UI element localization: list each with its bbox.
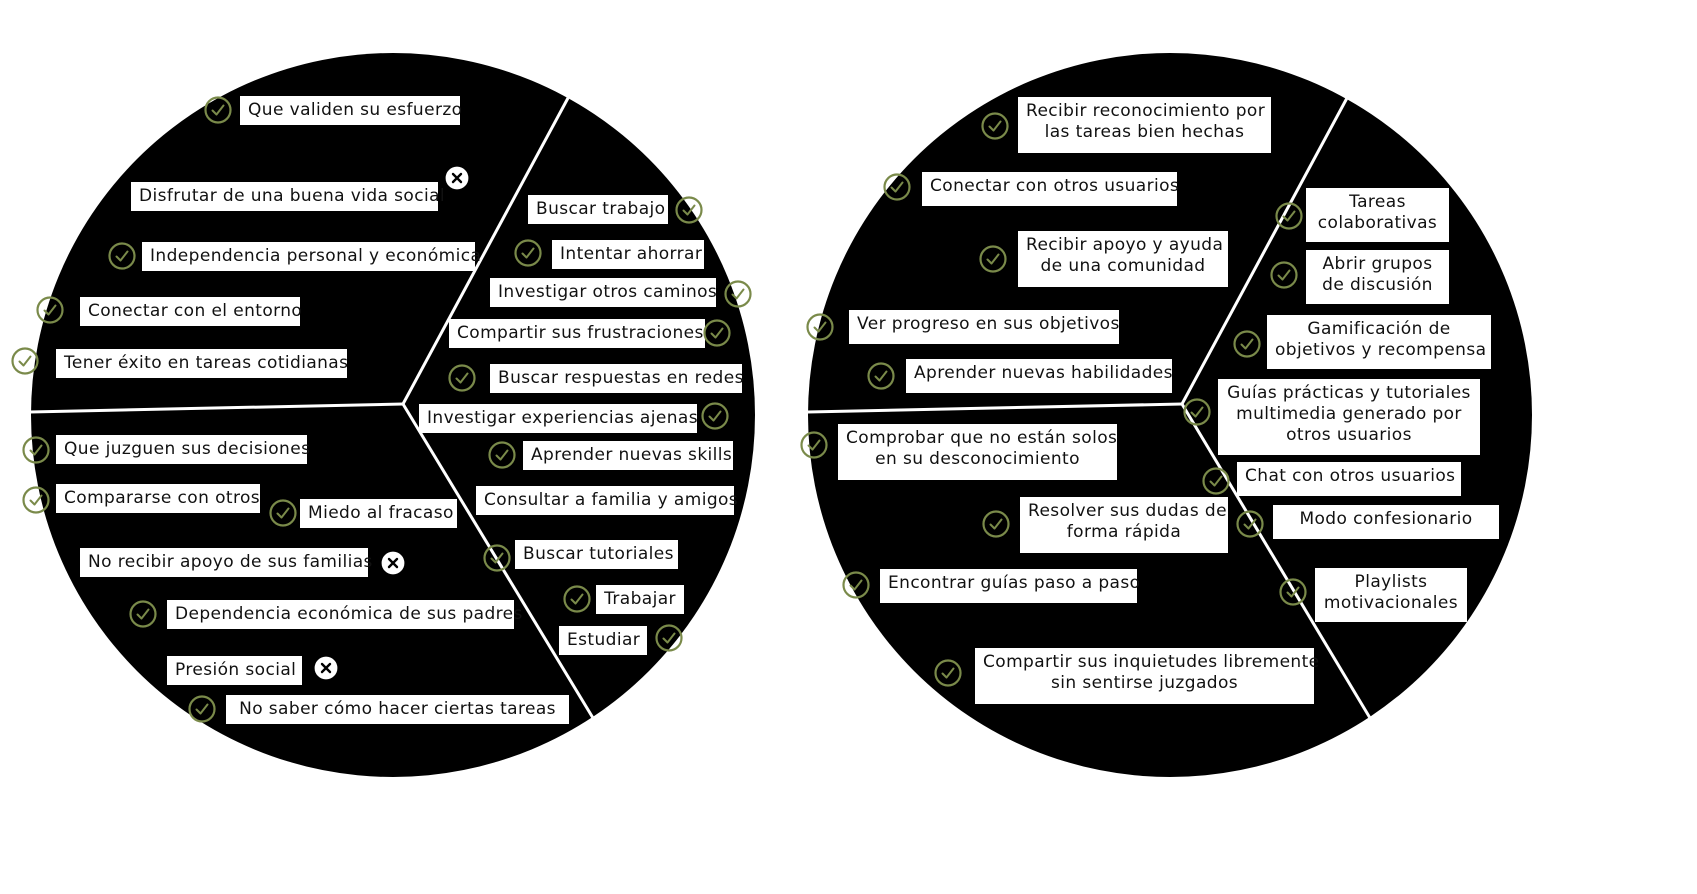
check-icon <box>724 280 752 308</box>
label-buscar-respuestas <box>490 364 742 393</box>
label-text-line: Gamificación de <box>1307 319 1451 339</box>
label-text-line: sin sentirse juzgados <box>1050 673 1239 693</box>
label-text-line: Conectar con el entorno <box>88 301 303 321</box>
label-conectar-usuarios <box>922 172 1180 206</box>
check-icon <box>22 486 50 514</box>
check-icon <box>1275 202 1303 230</box>
label-consultar-familia <box>476 486 739 515</box>
label-no-saber <box>226 695 569 724</box>
label-independencia <box>142 242 482 271</box>
check-icon <box>701 402 729 430</box>
label-text-line: Dependencia económica de sus padres <box>175 604 523 624</box>
check-icon <box>703 319 731 347</box>
check-icon <box>488 441 516 469</box>
label-aprender-skills <box>523 441 733 470</box>
label-encontrar-guias <box>880 569 1141 603</box>
label-investigar-experiencias <box>419 404 697 433</box>
label-resolver-dudas <box>1020 497 1228 553</box>
check-icon <box>204 96 232 124</box>
label-text-line: Independencia personal y económica <box>150 246 482 266</box>
check-icon <box>1236 510 1264 538</box>
check-icon <box>563 585 591 613</box>
label-tareas-colaborativas <box>1306 188 1449 242</box>
label-comprobar <box>838 424 1117 480</box>
label-buscar-trabajo <box>528 195 668 224</box>
label-text-line: Presión social <box>175 660 297 680</box>
label-text-line: Que validen su esfuerzo <box>248 100 463 120</box>
label-text-line: Estudiar <box>567 630 641 650</box>
label-buscar-tutoriales <box>515 540 678 569</box>
label-text-line: Recibir apoyo y ayuda <box>1026 235 1224 255</box>
check-icon <box>22 436 50 464</box>
label-text-line: Conectar con otros usuarios <box>930 176 1180 196</box>
label-text-line: motivacionales <box>1323 593 1459 613</box>
label-dependencia-economica <box>167 600 523 629</box>
label-text-line: Consultar a familia y amigos <box>484 490 739 510</box>
label-text-line: Buscar respuestas en redes <box>498 368 744 388</box>
check-icon <box>655 624 683 652</box>
label-tener-exito <box>56 349 347 378</box>
check-icon <box>982 510 1010 538</box>
label-que-juzguen <box>56 435 311 464</box>
check-icon <box>11 347 39 375</box>
label-text-line: Recibir reconocimiento por <box>1026 101 1266 121</box>
check-icon <box>1270 261 1298 289</box>
label-recibir-apoyo <box>1018 231 1228 287</box>
label-abrir-grupos <box>1306 250 1449 304</box>
cross-icon <box>443 164 471 192</box>
label-text-line: Que juzguen sus decisiones <box>64 439 311 459</box>
label-presion-social <box>167 656 302 685</box>
label-text-line: Miedo al fracaso <box>308 503 454 523</box>
check-icon <box>1183 398 1211 426</box>
label-text-line: Aprender nuevas skills <box>531 445 733 465</box>
label-text-line: Resolver sus dudas de <box>1028 501 1227 521</box>
label-text-line: multimedia generado por <box>1236 404 1462 424</box>
label-text-line: en su desconocimiento <box>875 449 1080 469</box>
label-text-line: Encontrar guías paso a paso <box>888 573 1141 593</box>
check-icon <box>514 239 542 267</box>
label-text-line: objetivos y recompensa <box>1275 340 1487 360</box>
label-estudiar <box>559 626 647 655</box>
check-icon <box>1279 578 1307 606</box>
label-playlists <box>1315 568 1467 622</box>
label-text-line: Intentar ahorrar <box>560 244 703 264</box>
check-icon <box>934 659 962 687</box>
label-text-line: las tareas bien hechas <box>1044 122 1245 142</box>
label-no-recibir-apoyo <box>80 548 373 577</box>
check-icon <box>883 173 911 201</box>
label-text-line: Aprender nuevas habilidades <box>914 363 1173 383</box>
label-text-line: Buscar trabajo <box>536 199 666 219</box>
label-text-line: Playlists <box>1354 572 1428 592</box>
label-guias-practicas <box>1218 379 1480 455</box>
label-aprender-habilidades <box>906 359 1172 393</box>
label-text-line: Investigar otros caminos <box>498 282 718 302</box>
label-text-line: No recibir apoyo de sus familias <box>88 552 373 572</box>
check-icon <box>36 296 64 324</box>
label-text-line: Tener éxito en tareas cotidianas <box>64 353 349 373</box>
label-compararse <box>56 484 260 513</box>
label-text-line: Compararse con otros <box>64 488 261 508</box>
check-icon <box>806 313 834 341</box>
label-modo-confesionario <box>1273 505 1499 539</box>
label-text-line: Chat con otros usuarios <box>1245 466 1456 486</box>
label-gamificacion <box>1267 315 1491 369</box>
label-text-line: Abrir grupos <box>1322 254 1433 274</box>
label-miedo-fracaso <box>300 499 457 528</box>
label-text-line: Tareas <box>1349 192 1406 212</box>
cross-icon <box>379 549 407 577</box>
label-text-line: Investigar experiencias ajenas <box>427 408 698 428</box>
label-text-line: Buscar tutoriales <box>523 544 674 564</box>
cross-icon <box>312 654 340 682</box>
check-icon <box>269 499 297 527</box>
check-icon <box>483 544 511 572</box>
label-compartir-inquietudes <box>975 648 1320 704</box>
label-text-line: Ver progreso en sus objetivos <box>857 314 1120 334</box>
label-text-line: Comprobar que no están solos <box>846 428 1118 448</box>
check-icon <box>979 245 1007 273</box>
label-disfrutar-vida-social <box>131 182 446 211</box>
label-text-line: Compartir sus inquietudes libremente <box>983 652 1320 672</box>
label-text-line: Trabajar <box>604 589 676 609</box>
check-icon <box>1233 330 1261 358</box>
label-text-line: Disfrutar de una buena vida social <box>139 186 446 206</box>
label-que-validen <box>240 96 463 125</box>
label-text-line: de una comunidad <box>1040 256 1206 276</box>
check-icon <box>675 196 703 224</box>
label-text-line: Guías prácticas y tutoriales <box>1227 383 1471 403</box>
check-icon <box>129 600 157 628</box>
check-icon <box>108 242 136 270</box>
label-conectar-entorno <box>80 297 303 326</box>
label-intentar-ahorrar <box>552 240 704 269</box>
label-text-line: de discusión <box>1322 275 1433 295</box>
label-text-line: colaborativas <box>1317 213 1438 233</box>
label-chat <box>1237 462 1461 496</box>
check-icon <box>867 362 895 390</box>
label-compartir-frustraciones <box>449 319 705 348</box>
check-icon <box>188 695 216 723</box>
check-icon <box>842 571 870 599</box>
label-text-line: forma rápida <box>1066 522 1182 542</box>
label-ver-progreso <box>849 310 1119 344</box>
label-text-line: otros usuarios <box>1286 425 1412 445</box>
check-icon <box>448 364 476 392</box>
label-text-line: Compartir sus frustraciones <box>457 323 704 343</box>
label-text-line: No saber cómo hacer ciertas tareas <box>239 699 556 719</box>
check-icon <box>981 112 1009 140</box>
label-text-line: Modo confesionario <box>1299 509 1473 529</box>
check-icon <box>800 431 828 459</box>
label-investigar-caminos <box>490 278 716 307</box>
check-icon <box>1202 467 1230 495</box>
label-trabajar <box>596 585 684 614</box>
label-recibir-reconocimiento <box>1018 97 1271 153</box>
